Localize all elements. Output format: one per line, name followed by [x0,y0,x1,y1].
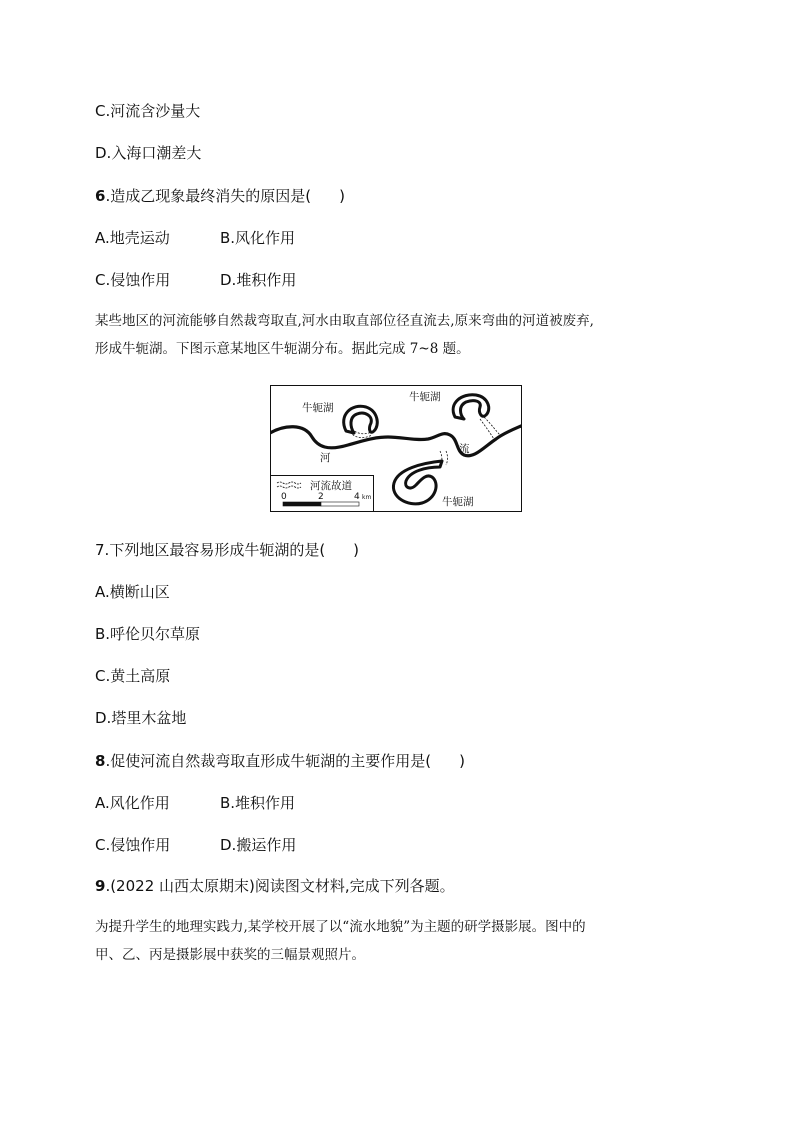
q8-options-row-1 [95,793,296,813]
question-number: 8 [95,752,106,770]
question-stem: .促使河流自然裁弯取直形成牛轭湖的主要作用是( [105,752,432,770]
q6-options-row-2 [95,270,297,290]
scale-unit: km [362,494,372,501]
q8-options-row-2 [95,835,297,855]
material-9 [95,913,705,969]
answer-paren-close: ) [339,187,345,205]
q8-option-a: A.风化作用 [95,794,170,812]
answer-paren-close: ) [459,752,465,770]
question-stem: .下列地区最容易形成牛轭湖的是( [104,541,326,559]
q8-option-c: C.侵蚀作用 [95,836,171,854]
q5-option-d: D.入海口潮差大 [95,144,202,162]
question-number: 7 [95,541,105,559]
q8-option-d: D.搬运作用 [220,836,297,854]
question-number: 9 [95,877,106,895]
q7-option-b: B.呼伦贝尔草原 [95,625,201,643]
q6-option-d: D.堆积作用 [220,271,297,289]
question-8 [95,751,465,771]
question-number: 6 [95,187,106,205]
answer-paren-close: ) [353,541,360,559]
lake-label-2: 牛轭湖 [409,391,441,403]
q6-option-c: C.侵蚀作用 [95,271,171,289]
scale-tick-2: 2 [318,492,324,502]
river-label-liu: 流 [459,443,470,455]
q7-option-d: D.塔里木盆地 [95,709,187,727]
q7-option-a: A.横断山区 [95,583,170,601]
q6-options-row-1 [95,228,296,248]
oxbow-lake-map [270,385,522,512]
scale-bar-black [283,502,321,506]
material-line: 某些地区的河流能够自然裁弯取直,河水由取直部位径直流去,原来弯曲的河道被废弃, [95,313,594,329]
scale-tick-0: 0 [281,492,287,502]
scale-bar-white [321,502,359,506]
lake-label-1: 牛轭湖 [302,402,334,414]
river-label-he: 河 [320,452,331,464]
q7-option-c: C.黄土高原 [95,667,171,685]
material-line: 甲、乙、丙是摄影展中获奖的三幅景观照片。 [95,947,365,963]
question-stem: .造成乙现象最终消失的原因是( [105,187,312,205]
question-6 [95,186,345,206]
material-line: 为提升学生的地理实践力,某学校开展了以“流水地貌”为主题的研学摄影展。图中的 [95,919,586,935]
lake-label-3: 牛轭湖 [442,496,474,508]
material-line: 形成牛轭湖。下图示意某地区牛轭湖分布。据此完成 7~8 题。 [95,341,470,357]
q6-option-a: A.地壳运动 [95,229,170,247]
legend-label: 河流故道 [310,480,352,492]
q6-option-b: B.风化作用 [220,229,296,247]
q5-option-c: C.河流含沙量大 [95,102,201,120]
question-9 [95,876,455,896]
material-7-8 [95,307,705,363]
q8-option-b: B.堆积作用 [220,794,296,812]
question-stem: .(2022 山西太原期末)阅读图文材料,完成下列各题。 [105,877,455,895]
question-7 [95,540,359,560]
scale-tick-4: 4 [354,492,360,502]
